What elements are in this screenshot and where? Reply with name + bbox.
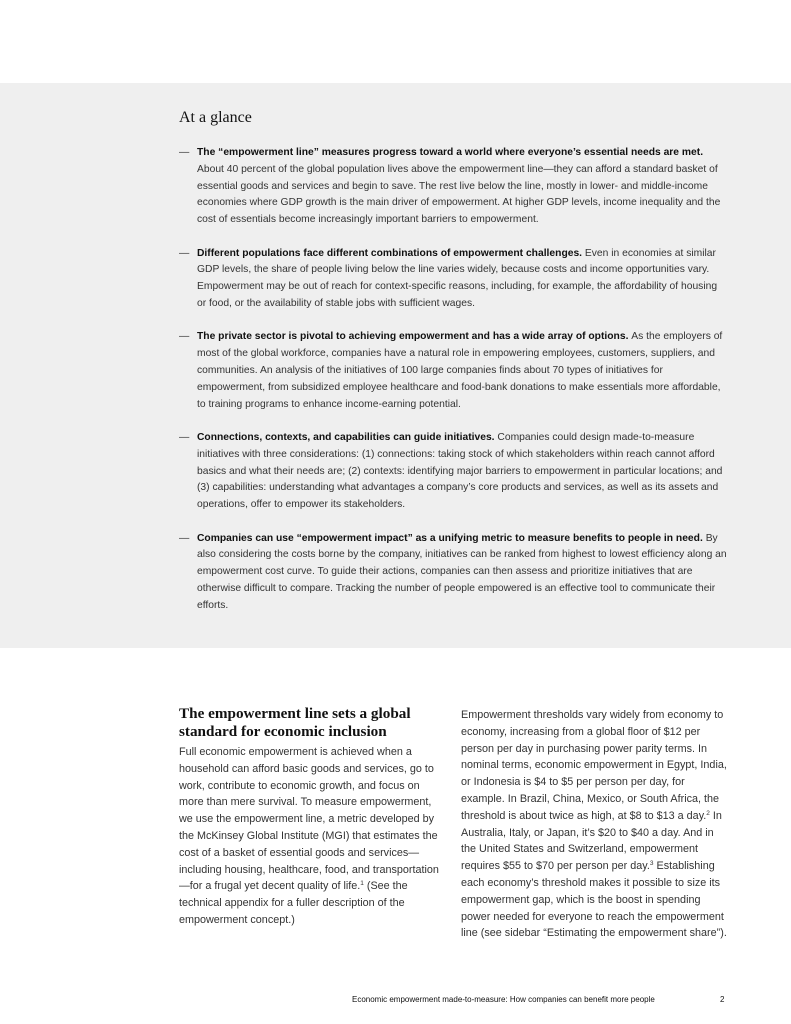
page-number: 2 — [720, 995, 725, 1004]
body-column-left — [179, 744, 444, 929]
bullet-body: Companies could design made-to-measure initiatives with three considerations: (1) connections: taking stock of which stakeholders within reach cannot afford basics and what their needs are; (2) contexts: identifying major barriers to empowerment in particular locations; and (3) capabilities: understanding what advantages a company’s core products and services, as well as its assets and operations, offer to empower its stakeholders. — [197, 431, 723, 511]
dash-bullet: — — [179, 431, 190, 443]
bullet-lead: The “empowerment line” measures progress toward a world where everyone’s essential needs are met. — [197, 147, 704, 158]
bullet-lead: Different populations face different combinations of empowerment challenges. — [197, 247, 585, 259]
dash-bullet: — — [179, 532, 190, 544]
bullet-body: Even in economies at similar GDP levels, the share of people living below the line varies widely, because costs and income opportunities vary. Empowerment may be out of reach for context-specific reasons, including, for example, the affordability of housing or food, or the availability of stable jobs with sufficient wages. — [197, 247, 718, 309]
body-text: Full economic empowerment is achieved when a household can afford basic goods and services, go to work, contribute to economic growth, and focus on more than mere survival. To measure empowerment, we use the empowerment line, a metric developed by the McKinsey Global Institute (MGI) that estimates the cost of a basket of essential goods and services—including housing, healthcare, food, and transportation—for a frugal yet decent quality of life. — [179, 746, 439, 893]
bullet-lead: Companies can use “empowerment impact” as a unifying metric to measure benefits to people in need. — [197, 532, 706, 544]
list-item — [179, 246, 729, 313]
section-heading: The empowerment line sets a global standard for economic inclusion — [179, 705, 411, 740]
body-text: Establishing each economy’s threshold makes it possible to size its empowerment gap, which is the boost in spending power needed for everyone to reach the empowerment line (see sidebar “Estimating the empowerment share”). — [461, 860, 727, 940]
bullet-body: As the employers of most of the global workforce, companies have a natural role in empowering employees, customers, suppliers, and communities. An analysis of the initiatives of 100 large companies finds about 70 types of initiatives for empowerment, from subsidized employee healthcare and food-bank donations to make essentials more affordable, to training programs to enhance income-earning potential. — [197, 331, 723, 410]
bullet-body: By also considering the costs borne by the company, initiatives can be ranked from highest to lowest efficiency along an empowerment cost curve. To guide their actions, companies can then assess and prioritize initiatives that are otherwise difficult to compare. Tracking the number of people empowered is an effective tool to communicate their efforts. — [197, 532, 727, 611]
list-item — [179, 430, 729, 514]
bullet-body: About 40 percent of the global population lives above the empowerment line—they can afford a standard basket of essential goods and services and begin to save. The rest live below the line, mostly in lower- and middle-income economies where GDP growth is the main driver of empowerment. At higher GDP levels, income inequality and the cost of essentials become increasingly important barriers to empowerment. — [197, 163, 721, 226]
footnote-marker[interactable]: 1 — [360, 880, 364, 888]
body-column-right — [461, 707, 729, 942]
footnote-marker[interactable]: 2 — [706, 809, 710, 817]
body-text: (See the technical appendix for a fuller description of the empowerment concept.) — [179, 880, 408, 926]
body-text: Empowerment thresholds vary widely from economy to economy, increasing from a global floor of $12 per person per day in purchasing power parity terms. In nominal terms, economic empowerment in Egypt, India, or Indonesia is $4 to $5 per person per day, for example. In Brazil, China, Mexico, or South Africa, the threshold is about twice as high, at $8 to $13 a day. — [461, 709, 727, 822]
dash-bullet: — — [179, 247, 190, 259]
footer-title: Economic empowerment made-to-measure: How companies can benefit more people — [352, 995, 655, 1004]
list-item — [179, 531, 729, 615]
at-a-glance-list — [179, 145, 729, 615]
dash-bullet: — — [179, 147, 190, 158]
bullet-lead: The private sector is pivotal to achieving empowerment and has a wide array of options. — [197, 331, 632, 343]
footnote-marker[interactable]: 3 — [649, 860, 654, 868]
at-a-glance-heading: At a glance — [179, 109, 252, 126]
bullet-lead: Connections, contexts, and capabilities can guide initiatives. — [197, 431, 498, 443]
body-text: In Australia, Italy, or Japan, it’s $20 to $40 a day. And in the United States and Switzerland, empowerment requires $55 to $70 per person per day. — [461, 809, 722, 873]
list-item — [179, 145, 729, 229]
dash-bullet: — — [179, 331, 190, 343]
list-item — [179, 329, 729, 413]
